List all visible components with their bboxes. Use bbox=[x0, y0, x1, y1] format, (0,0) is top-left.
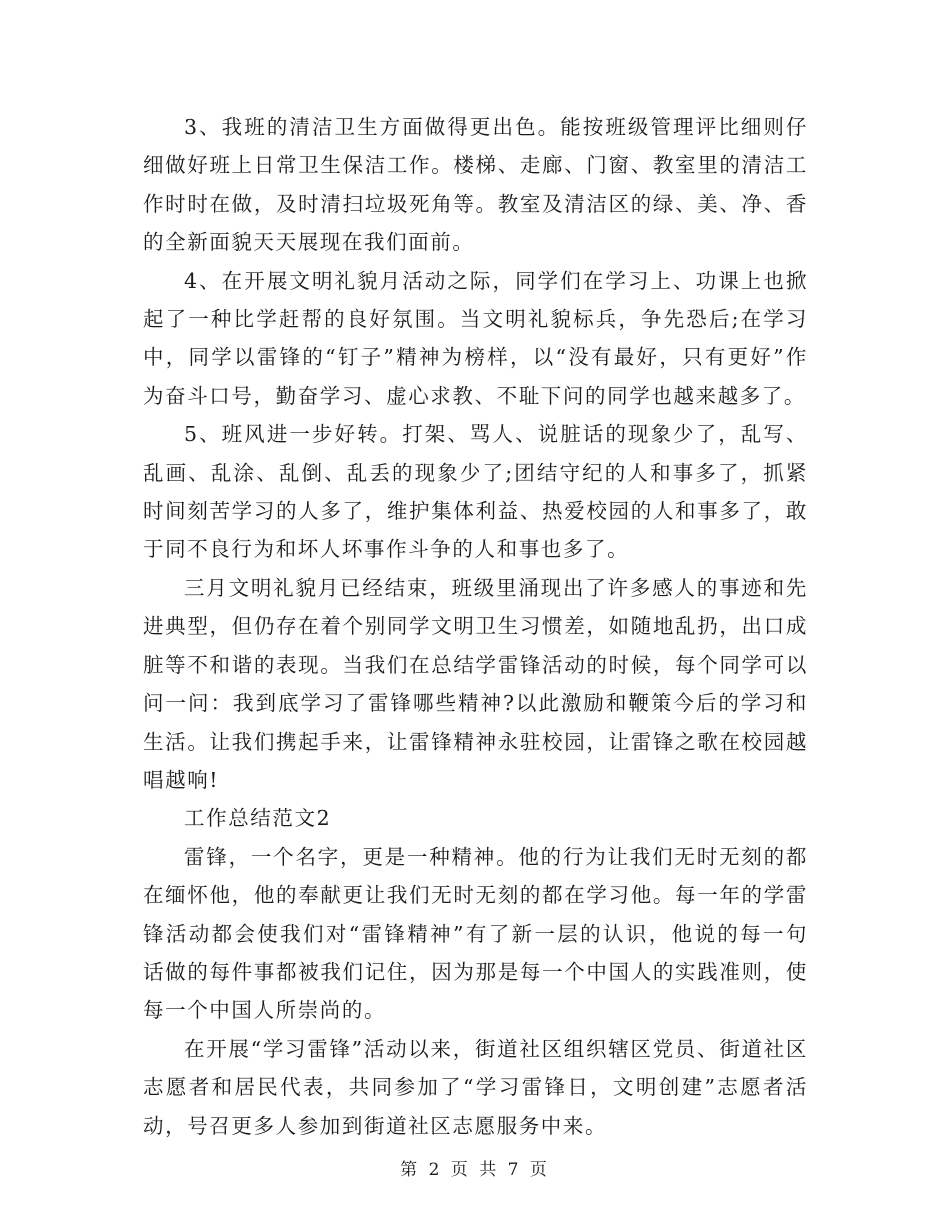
paragraph-6: 在开展“学习雷锋”活动以来，街道社区组织辖区党员、街道社区志愿者和居民代表，共同参加了“学习雷锋日，文明创建”志愿者活动，号召更多人参加到街道社区志愿服务中来。 bbox=[143, 1036, 808, 1138]
paragraph-5: 雷锋，一个名字，更是一种精神。他的行为让我们无时无刻的都在缅怀他，他的奉献更让我们无时无刻的都在学习他。每一年的学雷锋活动都会使我们对“雷锋精神”有了新一层的认识，他说的每一句话做的每件事都被我们记住，因为那是每一个中国人的实践准则，使每一个中国人所崇尚的。 bbox=[143, 844, 808, 1023]
paragraph-4: 三月文明礼貌月已经结束，班级里涌现出了许多感人的事迹和先进典型，但仍存在着个别同学文明卫生习惯差，如随地乱扔，出口成脏等不和谐的表现。当我们在总结学雷锋活动的时候，每个同学可以问一问：我到底学习了雷锋哪些精神?以此激励和鞭策今后的学习和生活。让我们携起手来，让雷锋精神永驻校园，让雷锋之歌在校园越唱越响! bbox=[143, 575, 808, 792]
paragraph-3: 5、班风进一步好转。打架、骂人、说脏话的现象少了，乱写、乱画、乱涂、乱倒、乱丢的现象少了;团结守纪的人和事多了，抓紧时间刻苦学习的人多了，维护集体利益、热爱校园的人和事多了，敢于同不良行为和坏人坏事作斗争的人和事也多了。 bbox=[143, 422, 808, 562]
section-title: 工作总结范文2 bbox=[184, 806, 332, 831]
paragraph-1: 3、我班的清洁卫生方面做得更出色。能按班级管理评比细则仔细做好班上日常卫生保洁工作。楼梯、走廊、门窗、教室里的清洁工作时时在做，及时清扫垃圾死角等。教室及清洁区的绿、美、净、香的全新面貌天天展现在我们面前。 bbox=[143, 115, 808, 255]
paragraph-2: 4、在开展文明礼貌月活动之际，同学们在学习上、功课上也掀起了一种比学赶帮的良好氛围。当文明礼貌标兵，争先恐后;在学习中，同学以雷锋的“钉子”精神为榜样，以“没有最好，只有更好”作为奋斗口号，勤奋学习、虚心求教、不耻下问的同学也越来越多了。 bbox=[143, 268, 808, 408]
document-body bbox=[143, 108, 808, 1145]
page-number-footer: 第 2 页 共 7 页 bbox=[400, 1160, 550, 1180]
